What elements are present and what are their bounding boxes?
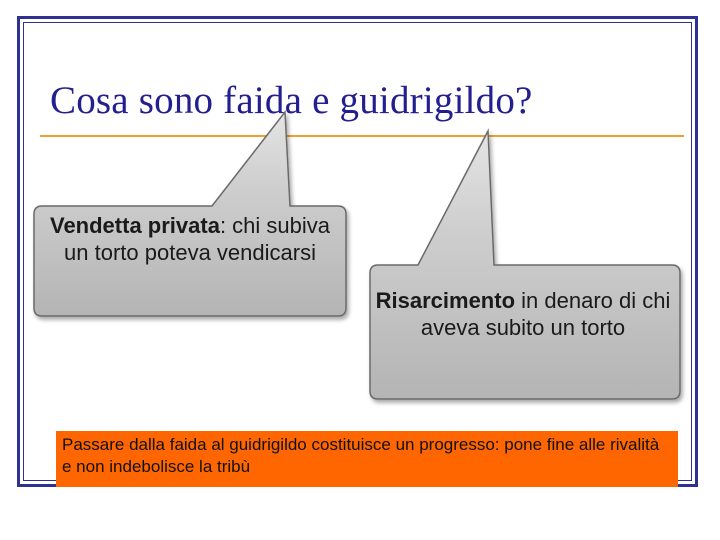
callout-left-text xyxy=(36,212,344,266)
callout-left-separator: : xyxy=(219,213,233,238)
slide-title: Cosa sono faida e guidrigildo? xyxy=(50,79,533,122)
callout-left-definition: chi subiva un torto poteva vendicarsi xyxy=(64,213,331,265)
callout-right-definition: in denaro di chi aveva subito un torto xyxy=(420,288,671,340)
callout-right-term: Risarcimento xyxy=(375,288,516,313)
callout-left-term: Vendetta privata xyxy=(49,213,220,238)
callout-bubble-right xyxy=(370,131,680,399)
callout-right-text xyxy=(370,287,676,341)
conclusion-box: Passare dalla faida al guidrigildo costituisce un progresso: pone fine alle rivalità e non indebolisce la tribù xyxy=(56,431,678,487)
